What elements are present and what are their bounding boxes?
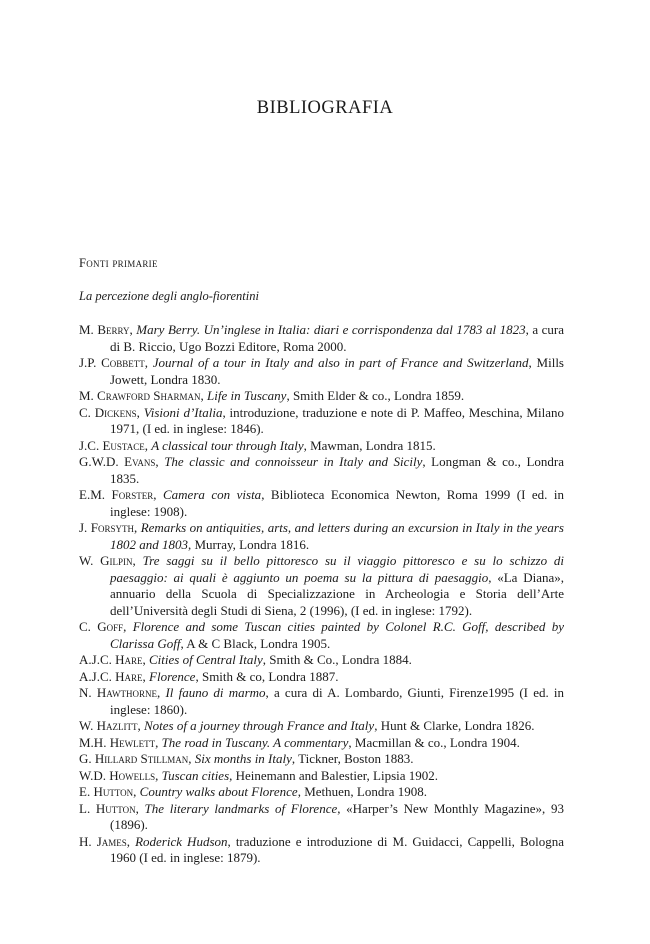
entry-details: , a cura di B. Riccio, Ugo Bozzi Editore, Roma 2000. <box>110 322 565 354</box>
entry-details: , Smith & Co., Londra 1884. <box>262 652 412 667</box>
entry-title: Journal of a tour in Italy and also in part of France and Switzerland <box>152 355 529 370</box>
entry-details: , Heinemann and Balestier, Lipsia 1902. <box>229 767 439 783</box>
bibliography-entry <box>79 718 564 735</box>
entry-title: Notes of a journey through France and Italy <box>143 718 375 733</box>
entry-title: Mary Berry. Un’inglese in Italia: diari e corrispondenza dal 1783 al 1823 <box>136 322 526 337</box>
entry-details: , «Harper’s New Monthly Magazine», 93 (1896). <box>110 800 564 832</box>
bibliography-entry <box>79 454 564 487</box>
entry-title: Tuscan cities <box>161 767 230 783</box>
entry-title: The literary landmarks of Florence <box>144 800 338 816</box>
entry-author: M. Berry, <box>79 322 133 337</box>
bibliography-entry <box>79 751 564 768</box>
bibliography-entry <box>79 355 564 388</box>
entry-title: Visioni d’Italia <box>143 404 223 420</box>
section-heading: Fonti primarie <box>79 256 158 270</box>
bibliography-entry <box>79 322 564 355</box>
entry-title: Florence and some Tuscan cities painted by Colonel R.C. Goff, described by Clarissa Goff <box>110 619 564 651</box>
entry-author: E.M. Forster, <box>79 487 157 502</box>
bibliography-entry <box>79 487 564 520</box>
entry-author: C. Dickens, <box>79 404 140 420</box>
entry-author: C. Goff, <box>79 619 127 634</box>
entry-title: Florence <box>149 668 196 684</box>
bibliography-entry <box>79 735 564 752</box>
entry-title: Six months in Italy <box>194 751 292 766</box>
entry-title: A classical tour through Italy <box>151 437 304 453</box>
bibliography-entry <box>79 669 564 686</box>
entry-author: M.H. Hewlett, <box>79 734 159 750</box>
subsection-heading: La percezione degli anglo-fiorentini <box>79 289 259 303</box>
entry-title: The road in Tuscany. A commentary <box>161 734 349 750</box>
bibliography-entry <box>79 768 564 785</box>
entry-author: J.C. Eustace, <box>79 437 148 453</box>
entry-details: , «La Diana», annuario della Scuola di Specializzazione in Archeologia e Storia dell’Arte dell’Università degli Studi di Siena, 2 (1996), (I ed. in inglese: 1792). <box>110 569 564 618</box>
bibliography-list <box>79 322 564 867</box>
entry-details: , Mills Jowett, Londra 1830. <box>110 355 564 387</box>
bibliography-entry <box>79 801 564 834</box>
bibliography-entry <box>79 652 564 669</box>
entry-title: Life in Tuscany <box>207 388 287 403</box>
entry-title: Roderick Hudson <box>135 833 228 849</box>
entry-author: W.D. Howells, <box>79 767 159 783</box>
entry-author: J. Forsyth, <box>79 520 138 535</box>
entry-details: , Smith Elder & co., Londra 1859. <box>286 388 465 403</box>
entry-title: Tre saggi su il bello pittoresco su il viaggio pittoresco e su lo schizzo di paesaggio: ai quali è aggiunto un poema su la pittura di paesaggio <box>110 553 565 585</box>
entry-title: Remarks on antiquities, arts, and letters during an excursion in Italy in the years 1802 and 1803 <box>110 520 564 552</box>
entry-title: Cities of Central Italy <box>149 652 263 667</box>
entry-author: J.P. Cobbett, <box>79 355 149 370</box>
entry-details: , Tickner, Boston 1883. <box>291 751 414 766</box>
entry-author: E. Hutton, <box>79 784 137 799</box>
entry-details: , Biblioteca Economica Newton, Roma 1999 (I ed. in inglese: 1908). <box>110 487 565 519</box>
bibliography-entry <box>79 520 564 553</box>
entry-details: , Murray, Londra 1816. <box>188 536 310 552</box>
entry-details: , Mawman, Londra 1815. <box>303 437 436 453</box>
bibliography-entry <box>79 438 564 455</box>
entry-author: W. Gilpin, <box>79 553 136 568</box>
entry-details: , Macmillan & co., Londra 1904. <box>348 734 520 750</box>
entry-details: , A & C Black, Londra 1905. <box>180 635 331 651</box>
entry-author: N. Hawthorne, <box>79 685 161 700</box>
entry-title: Camera con vista <box>162 487 262 502</box>
entry-author: A.J.C. Hare, <box>79 652 146 667</box>
entry-author: G.W.D. Evans, <box>79 454 159 469</box>
entry-title: Country walks about Florence <box>139 784 298 799</box>
entry-author: W. Hazlitt, <box>79 718 141 733</box>
bibliography-entry <box>79 553 564 619</box>
bibliography-entry <box>79 619 564 652</box>
page-title: BIBLIOGRAFIA <box>256 98 394 118</box>
bibliography-entry <box>79 405 564 438</box>
entry-details: , traduzione e introduzione di M. Guidacci, Cappelli, Bologna 1960 (I ed. in inglese: 1879). <box>110 833 565 865</box>
entry-title: The classic and connoisseur in Italy and Sicily <box>164 454 423 469</box>
bibliography-entry <box>79 388 564 405</box>
entry-details: , a cura di A. Lombardo, Giunti, Firenze1995 (I ed. in inglese: 1860). <box>110 685 565 717</box>
entry-details: , Methuen, Londra 1908. <box>297 784 427 799</box>
bibliography-entry <box>79 834 564 867</box>
entry-author: H. James, <box>79 833 131 849</box>
entry-author: M. Crawford Sharman, <box>79 388 204 403</box>
entry-details: , Smith & co, Londra 1887. <box>195 668 339 684</box>
entry-author: A.J.C. Hare, <box>79 668 146 684</box>
entry-details: , Hunt & Clarke, Londra 1826. <box>374 718 535 733</box>
entry-title: Il fauno di marmo <box>165 685 266 700</box>
entry-details: , introduzione, traduzione e note di P. Maffeo, Meschina, Milano 1971, (I ed. in inglese: 1846). <box>110 404 564 436</box>
bibliography-entry <box>79 685 564 718</box>
entry-author: L. Hutton, <box>79 800 139 816</box>
entry-author: G. Hillard Stillman, <box>79 751 192 766</box>
entry-details: , Longman & co., Londra 1835. <box>110 454 565 486</box>
bibliography-entry <box>79 784 564 801</box>
